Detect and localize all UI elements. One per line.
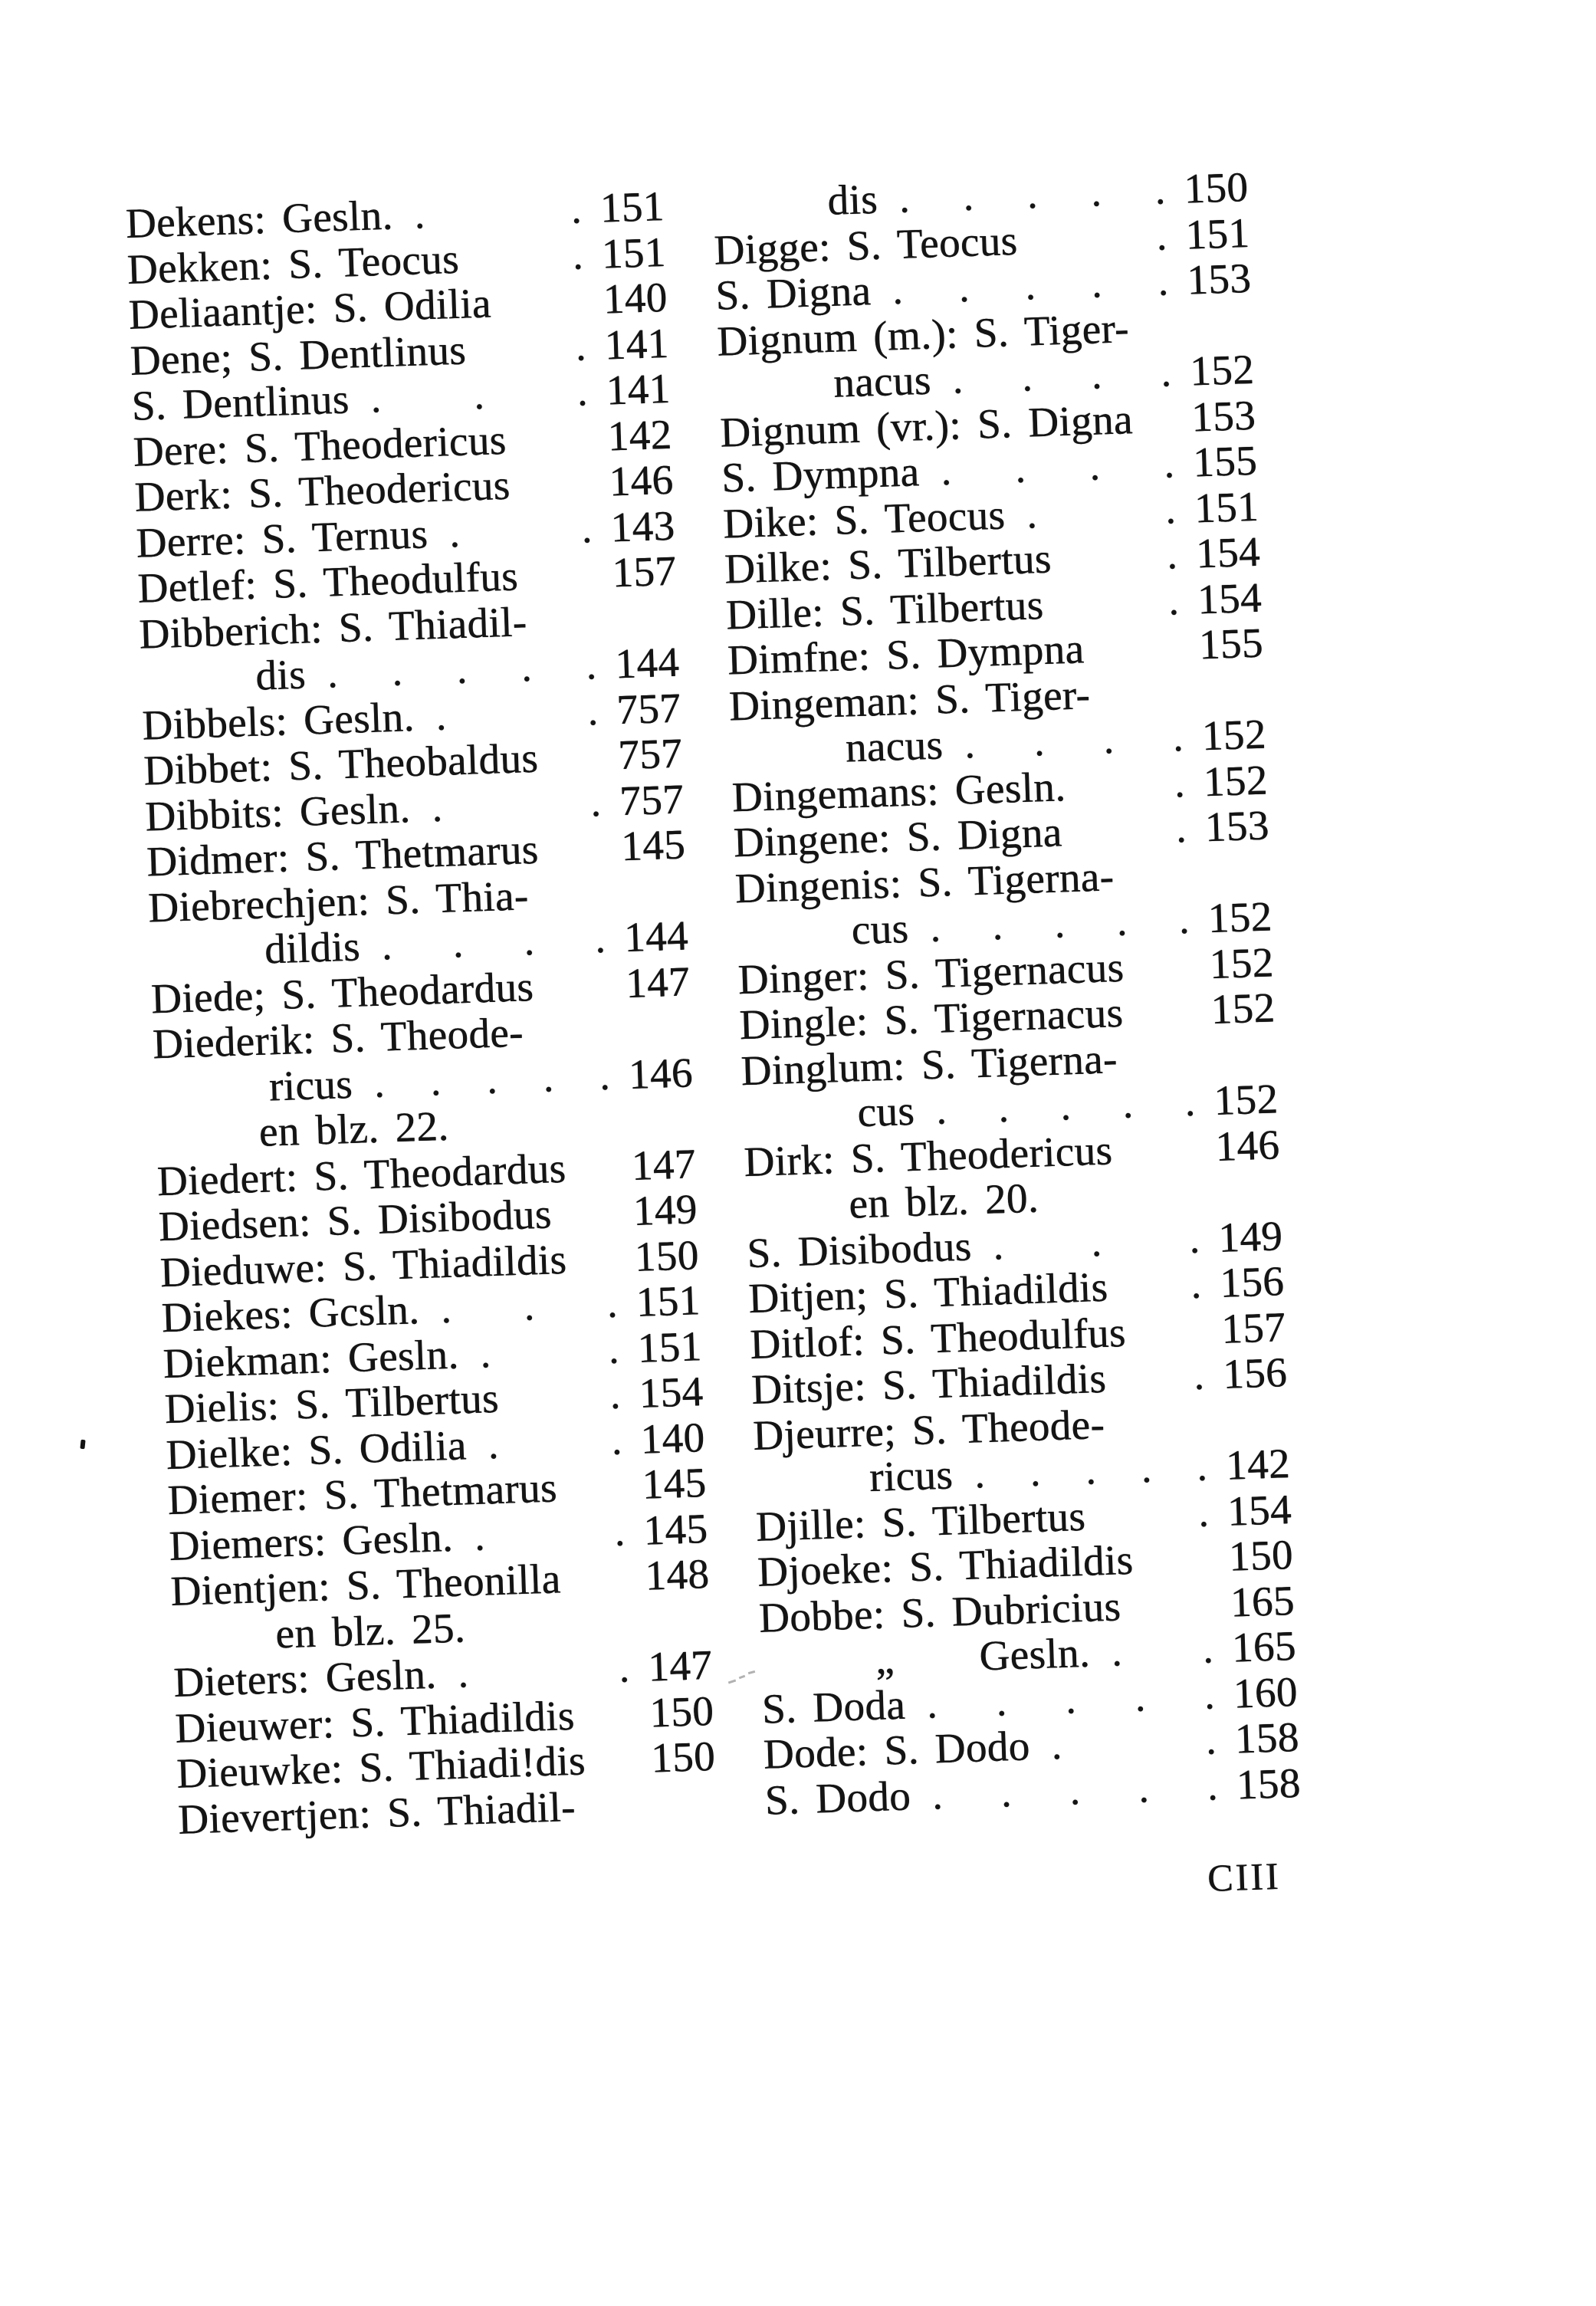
entry-page-number: 155	[1192, 436, 1258, 486]
entry-page-number: 147	[647, 1641, 714, 1690]
entry-name-text: Dibbits: Gesln.	[144, 783, 412, 840]
entry-dot-leader: . . .	[369, 367, 589, 422]
entry-dot-leader	[539, 769, 619, 771]
entry-page-number: 151	[1194, 482, 1259, 531]
entry-name-text: Dibbels: Gesln.	[141, 692, 415, 749]
entry-name-text: Derk: S. Theodericus	[133, 461, 511, 521]
entry-page-number: 160	[1232, 1667, 1299, 1717]
entry-name-text: Dientjen: S. Theonilla	[169, 1555, 562, 1615]
entry-name-text: Dingeman: S. Tiger-	[728, 670, 1091, 729]
entry-page-number: 145	[620, 820, 686, 870]
entry-page-number: 143	[609, 501, 676, 550]
entry-page-number: 150	[633, 1230, 700, 1280]
entry-name-text: dis	[826, 175, 878, 224]
entry-name-text: Digge: S. Teocus	[713, 216, 1019, 274]
entry-page-number: 155	[1198, 619, 1264, 668]
entry-name-text: Diemer: S. Thetmarus	[166, 1463, 558, 1524]
entry-name-text: Ditjen; S. Thiadildis	[747, 1263, 1109, 1322]
entry-dot-leader: . . . .	[380, 915, 607, 969]
entry-dot-leader	[449, 1132, 695, 1140]
entry-dot-leader: . . .	[992, 1214, 1201, 1269]
entry-name-text: Dignum (vr.): S. Digna	[719, 395, 1134, 456]
entry-dot-leader	[491, 314, 603, 317]
entry-dot-leader	[1129, 337, 1253, 341]
entry-page-number: 151	[600, 228, 667, 278]
entry-page-number: 149	[632, 1185, 698, 1234]
entry-name-text: Diekman: Gesln.	[162, 1330, 460, 1387]
entry-name-text: Dode: S. Dodo	[762, 1722, 1031, 1778]
entry-dot-leader: . . . . .	[925, 1670, 1216, 1727]
entry-page-number: 153	[1186, 254, 1253, 304]
entry-dot-leader: . . . . .	[973, 1442, 1209, 1497]
entry-name-text: Diede; S. Theodardus	[150, 962, 534, 1022]
entry-page-number: 140	[639, 1413, 706, 1463]
entry-dot-leader: . . . . .	[929, 895, 1190, 951]
entry-name-text: nacus	[844, 721, 944, 771]
entry-dot-leader: . . . .	[964, 713, 1184, 767]
entry-page-number: 141	[605, 364, 672, 414]
entry-dot-leader: .	[1167, 576, 1181, 624]
entry-dot-leader: . .	[435, 686, 599, 739]
entry-page-number: 156	[1222, 1348, 1288, 1398]
entry-dot-leader: . .	[1110, 1624, 1214, 1675]
entry-page-number: 165	[1230, 1621, 1297, 1671]
entry-page-number: 757	[619, 775, 685, 824]
entry-name-text: S. Digna	[714, 267, 872, 319]
entry-dot-leader: . . . . .	[373, 1051, 612, 1106]
entry-dot-leader	[1124, 1023, 1212, 1027]
entry-name-text: Djille: S. Tilbertus	[755, 1492, 1086, 1550]
entry-dot-leader: . .	[457, 1644, 631, 1697]
entry-dot-leader: . . . .	[951, 348, 1173, 402]
index-content-block	[125, 164, 1304, 1934]
entry-dot-leader: . .	[413, 185, 583, 238]
entry-name-text: Didmer: S. Thetmarus	[146, 825, 540, 885]
entry-dot-leader: .	[571, 231, 584, 278]
entry-name-text: en blz. 25.	[274, 1603, 466, 1657]
entry-page-number: 152	[1189, 345, 1255, 395]
entry-name-text: cus	[850, 904, 910, 954]
entry-dot-leader: . .	[479, 1325, 620, 1377]
entry-page-number: 165	[1230, 1576, 1296, 1626]
entry-page-number: 152	[1213, 1075, 1279, 1125]
entry-name-text: Dekken: S. Teocus	[126, 235, 460, 293]
entry-name-text: Dieuwer: S. Thiadildis	[174, 1691, 576, 1752]
entry-page-number: 150	[1228, 1530, 1294, 1580]
entry-dot-leader	[511, 495, 609, 498]
entry-name-text: Dekens: Gesln.	[124, 191, 394, 247]
entry-page-number: 152	[1208, 938, 1275, 987]
entry-name-text: Diederik: S. Theode-	[152, 1008, 524, 1068]
entry-dot-leader: . .	[487, 1416, 623, 1467]
entry-page-number: 146	[1214, 1120, 1281, 1170]
entry-dot-leader	[566, 1179, 632, 1181]
entry-name-text: Dibberich: S. Thiadil-	[138, 597, 528, 658]
entry-name-text: en blz. 20.	[848, 1174, 1039, 1227]
entry-name-text: dis	[255, 650, 307, 699]
entry-page-number: 141	[603, 319, 670, 369]
entry-name-text: Ditlof: S. Theodulfus	[749, 1308, 1127, 1368]
entry-page-number: 147	[625, 957, 691, 1007]
entry-page-number: 151	[1184, 209, 1251, 258]
index-columns	[125, 164, 1301, 1842]
entry-name-text: S. Doda	[760, 1680, 906, 1733]
entry-page-number: 140	[602, 273, 668, 323]
entry-dot-leader: . . . . .	[326, 641, 598, 697]
entry-dot-leader	[1115, 885, 1271, 890]
entry-name-text: Diekes: Gcsln.	[160, 1286, 421, 1342]
entry-name-text: S. Disibodus	[746, 1222, 973, 1276]
entry-page-number: 154	[638, 1368, 704, 1417]
entry-name-text: Dilke: S. Tilbertus	[724, 534, 1053, 593]
entry-page-number: 157	[1220, 1302, 1286, 1352]
entry-page-number: 152	[1207, 892, 1273, 942]
entry-name-text: cus	[856, 1086, 915, 1136]
entry-name-text: S. Dympna	[721, 448, 921, 501]
entry-name-text: Diemers: Gesln.	[168, 1513, 454, 1569]
entry-dot-leader	[557, 1499, 642, 1502]
entry-name-text: Dielke: S. Odilia	[165, 1421, 468, 1478]
entry-name-text: Detlef: S. Theodulfus	[136, 552, 519, 612]
entry-page-number: 150	[1183, 163, 1250, 212]
entry-dot-leader	[567, 1270, 635, 1273]
stray-scratch-mark	[727, 1670, 760, 1690]
entry-page-number: 149	[1217, 1211, 1284, 1261]
entry-dot-leader: . .	[1050, 1716, 1217, 1769]
stray-ink-mark	[80, 1440, 85, 1450]
index-column-left	[125, 183, 718, 1842]
entry-name-text: Dieuwke: S. Thiadi!dis	[176, 1736, 586, 1797]
entry-name-text: Dingenis: S. Tigerna-	[734, 852, 1115, 912]
entry-dot-leader	[561, 1590, 645, 1593]
entry-name-text: Dinglum: S. Tigerna-	[740, 1034, 1118, 1094]
entry-dot-leader	[527, 630, 678, 635]
entry-page-number: 152	[1200, 710, 1267, 760]
entry-page-number: 144	[614, 638, 681, 688]
entry-dot-leader	[539, 860, 622, 863]
entry-name-text: ricus	[869, 1450, 954, 1501]
entry-page-number: 145	[641, 1459, 708, 1508]
entry-page-number: 151	[599, 182, 665, 232]
entry-dot-leader	[518, 586, 612, 590]
entry-dot-leader	[1133, 431, 1192, 433]
entry-dot-leader	[534, 997, 626, 1000]
entry-name-text: „ Gesln.	[874, 1628, 1091, 1683]
entry-page-number: 153	[1190, 391, 1256, 440]
entry-dot-leader: .	[1174, 804, 1187, 852]
entry-page-number: 157	[611, 547, 678, 596]
entry-dot-leader	[1126, 1342, 1222, 1345]
entry-dot-leader: .	[609, 1370, 622, 1418]
entry-name-text: en blz. 22.	[258, 1102, 450, 1155]
entry-name-text: Diedsen: S. Disibodus	[157, 1190, 553, 1250]
entry-name-text: Dobbe: S. Dubricius	[758, 1582, 1122, 1641]
entry-dot-leader	[1105, 1432, 1289, 1438]
entry-page-number: 147	[630, 1139, 697, 1189]
entry-page-number: 152	[1202, 756, 1269, 805]
entry-name-text: Diebrechjen: S. Thia-	[147, 871, 530, 931]
entry-dot-leader: .	[574, 322, 587, 370]
entry-dot-leader	[1091, 702, 1266, 708]
entry-page-number: 150	[650, 1732, 716, 1782]
entry-name-text: Dieduwe: S. Thiadildis	[159, 1235, 568, 1296]
entry-dot-leader: . .	[431, 777, 603, 830]
entry-dot-leader: . . . . .	[934, 1078, 1197, 1133]
entry-dot-leader: . .	[448, 504, 593, 556]
entry-page-number: 151	[635, 1276, 701, 1325]
index-column-right	[712, 164, 1302, 1823]
entry-dot-leader: . .	[473, 1507, 626, 1559]
entry-dot-leader	[1134, 1571, 1230, 1574]
entry-name-text: Dene; S. Dentlinus	[129, 326, 467, 384]
entry-name-text: Dielis: S. Tilbertus	[163, 1374, 500, 1433]
entry-name-text: Dike: S. Teocus	[722, 491, 1007, 547]
entry-name-text: Dere: S. Theodericus	[132, 416, 507, 475]
entry-name-text: Derre: S. Ternus	[135, 509, 429, 567]
entry-dot-leader: .	[1193, 1351, 1206, 1399]
entry-page-number: 144	[623, 912, 689, 961]
entry-name-text: ricus	[268, 1059, 353, 1109]
entry-dot-leader	[1125, 978, 1210, 981]
entry-name-text: Dingle: S. Tigernacus	[738, 988, 1125, 1049]
entry-dot-leader: . . . . .	[892, 257, 1170, 314]
entry-dot-leader	[575, 1726, 650, 1729]
entry-page-number: 145	[642, 1504, 709, 1554]
entry-dot-leader	[529, 904, 688, 909]
entry-name-text: Dieters: Gesln.	[172, 1650, 438, 1706]
entry-name-text: Djoeke: S. Thiadildis	[757, 1536, 1135, 1595]
entry-name-text: S. Dodo	[764, 1772, 911, 1824]
folio-page-number: CIII	[1207, 1854, 1282, 1900]
entry-dot-leader	[552, 1225, 633, 1227]
entry-name-text: Ditsje: S. Thiadildis	[750, 1354, 1107, 1414]
entry-dot-leader	[1121, 1616, 1231, 1620]
entry-page-number: 153	[1204, 801, 1270, 851]
entry-dot-leader: .	[1173, 758, 1186, 806]
entry-page-number: 148	[644, 1549, 711, 1599]
entry-dot-leader: .	[1190, 1260, 1203, 1308]
entry-page-number: 146	[628, 1048, 694, 1098]
entry-dot-leader	[1118, 1067, 1277, 1073]
entry-name-text: Diedert: S. Theodardus	[156, 1144, 567, 1204]
entry-page-number: 158	[1235, 1759, 1302, 1808]
entry-dot-leader: . . . .	[940, 439, 1176, 494]
entry-name-text: Djeurre; S. Theode-	[752, 1400, 1105, 1459]
entry-dot-leader	[576, 1815, 717, 1820]
entry-dot-leader: .	[1166, 531, 1179, 578]
entry-name-text: Dingene: S. Digna	[732, 808, 1063, 866]
entry-page-number: 152	[1210, 984, 1276, 1033]
entry-dot-leader	[465, 1633, 711, 1641]
entry-name-text: S. Dentlinus	[130, 375, 350, 429]
entry-page-number: 142	[1225, 1440, 1291, 1489]
entry-dot-leader: .	[1197, 1488, 1210, 1536]
entry-dot-leader: . .	[1026, 485, 1177, 537]
entry-page-number: 150	[649, 1687, 715, 1736]
entry-dot-leader: . . . . .	[931, 1762, 1219, 1818]
entry-dot-leader	[586, 1772, 652, 1775]
entry-name-text: nacus	[832, 356, 932, 406]
entry-dot-leader	[524, 1040, 691, 1046]
entry-dot-leader	[507, 450, 608, 453]
entry-dot-leader	[1039, 1204, 1281, 1211]
entry-dot-leader: .	[1155, 212, 1168, 259]
entry-page-number: 156	[1219, 1257, 1286, 1306]
entry-name-text: Dibbet: S. Theobaldus	[143, 734, 539, 794]
entry-dot-leader	[1113, 1160, 1216, 1163]
entry-name-text: Dievertjen: S. Thiadil-	[177, 1782, 576, 1843]
entry-dot-leader: . . .	[440, 1279, 619, 1332]
entry-page-number: 757	[617, 729, 684, 779]
entry-name-text: dildis	[264, 922, 361, 973]
entry-dot-leader	[1085, 659, 1200, 662]
entry-name-text: Dingemans: Gesln.	[731, 762, 1067, 820]
entry-page-number: 158	[1233, 1713, 1300, 1762]
entry-page-number: 757	[616, 684, 682, 733]
entry-name-text: Dinger: S. Tigernacus	[737, 943, 1125, 1003]
entry-name-text: Deliaantje: S. Odilia	[127, 279, 492, 338]
entry-page-number: 154	[1195, 527, 1261, 577]
entry-page-number: 154	[1227, 1485, 1292, 1535]
entry-page-number: 142	[606, 410, 673, 459]
entry-page-number: 146	[608, 455, 675, 505]
entry-page-number: 154	[1197, 573, 1263, 622]
entry-page-number: 151	[636, 1322, 703, 1371]
entry-name-text: Dimfne: S. Dympna	[727, 625, 1085, 684]
entry-name-text: Dignum (m.): S. Tiger-	[716, 304, 1130, 365]
entry-dot-leader: . . . . .	[898, 166, 1167, 222]
entry-name-text: Dirk: S. Theodericus	[743, 1125, 1114, 1185]
entry-name-text: Dille: S. Tilbertus	[725, 580, 1045, 639]
